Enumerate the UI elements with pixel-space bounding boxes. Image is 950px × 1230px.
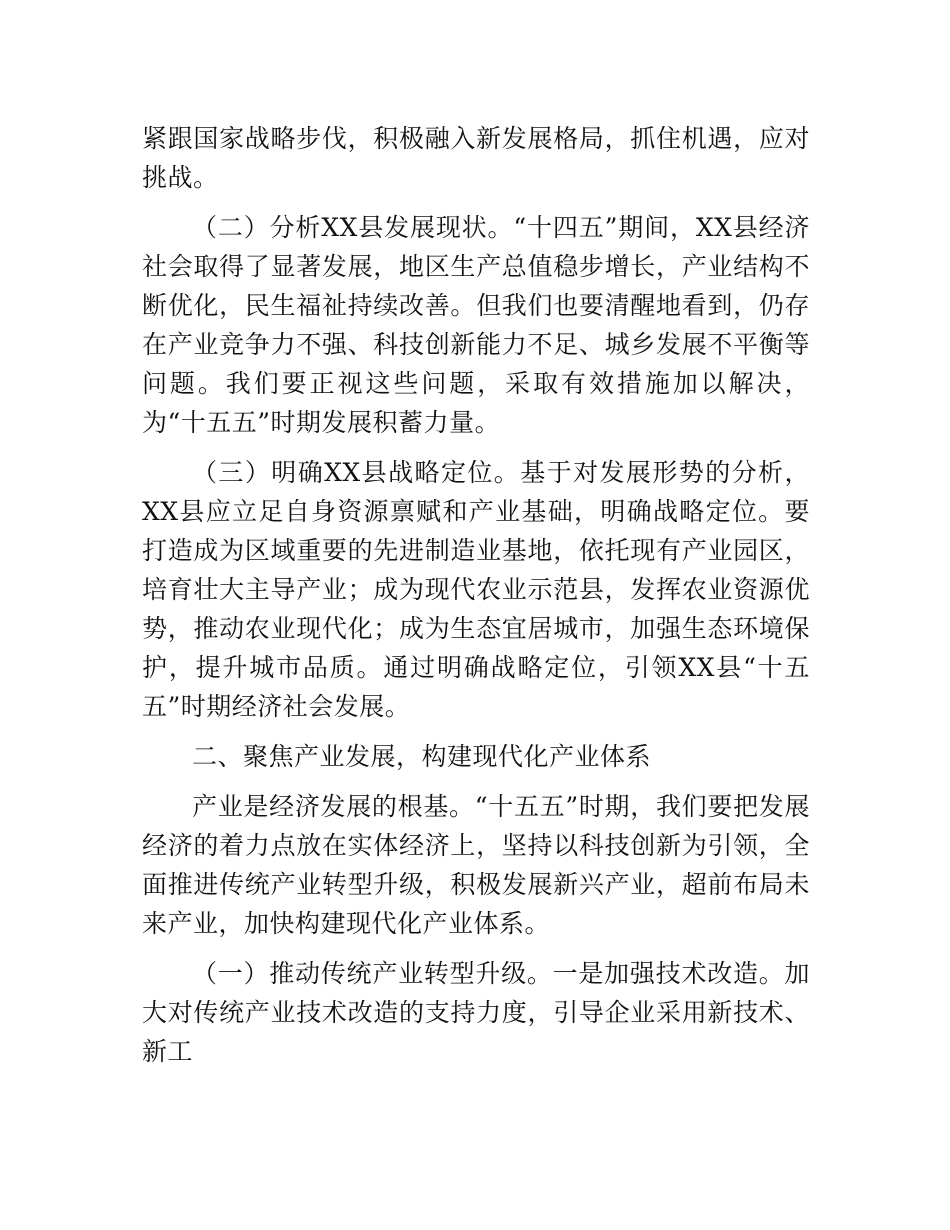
paragraph-section-3: （三）明确XX县战略定位。基于对发展形势的分析，XX县应立足自身资源禀赋和产业基础，明确战略定位。要打造成为区域重要的先进制造业基地，依托现有产业园区，培育壮大主导产业；成为现代农业示范县，发挥农业资源优势，推动农业现代化；成为生态宜居城市，加强生态环境保护，提升城市品质。通过明确战略定位，引领XX县“十五五”时期经济社会发展。	[142, 458, 810, 721]
paragraph-section-2: （二）分析XX县发展现状。“十四五”期间，XX县经济社会取得了显著发展，地区生产总值稳步增长，产业结构不断优化，民生福祉持续改善。但我们也要清醒地看到，仍存在产业竞争力不强、科技创新能力不足、城乡发展不平衡等问题。我们要正视这些问题，采取有效措施加以解决，为“十五五”时期发展积蓄力量。	[142, 213, 810, 437]
section-heading: 二、聚焦产业发展，构建现代化产业体系	[192, 742, 652, 771]
paragraph-subsection-1: （一）推动传统产业转型升级。一是加强技术改造。加大对传统产业技术改造的支持力度，引导企业采用新技术、新工	[142, 959, 810, 1066]
paragraph-intro-continuation: 紧跟国家战略步伐，积极融入新发展格局，抓住机遇，应对挑战。	[142, 124, 810, 192]
document-page	[142, 119, 810, 1082]
paragraph-industry-intro: 产业是经济发展的根基。“十五五”时期，我们要把发展经济的着力点放在实体经济上，坚持以科技创新为引领，全面推进传统产业转型升级，积极发展新兴产业，超前布局未来产业，加快构建现代化产业体系。	[142, 792, 810, 938]
